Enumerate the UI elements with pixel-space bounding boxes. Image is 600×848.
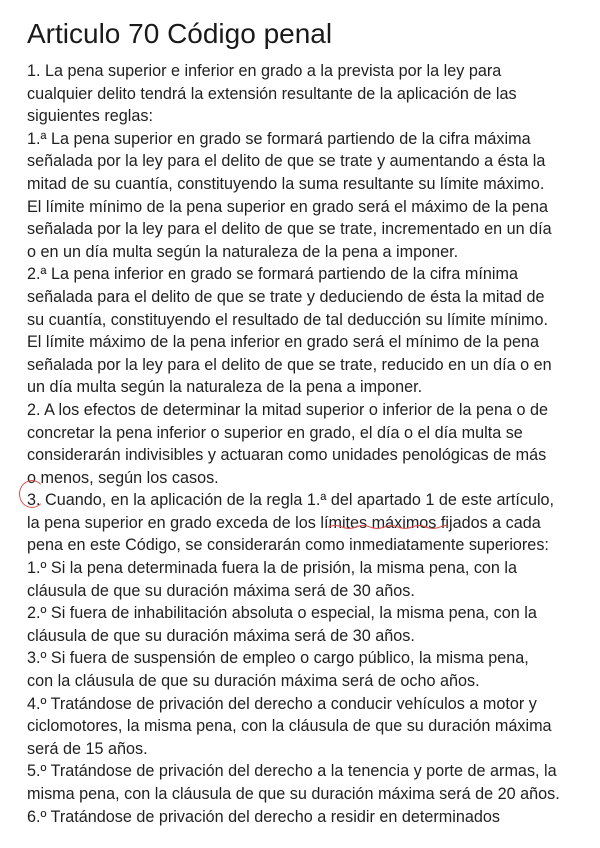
document-line: con la cláusula de que su duración máxima será de ocho años. [27, 672, 480, 691]
document-line: señalada por la ley para el delito de que se trate y aumentando a ésta la [27, 152, 546, 171]
document-line: siguientes reglas: [27, 107, 153, 126]
document-line: 1.º Si la pena determinada fuera la de prisión, la misma pena, con la [27, 559, 518, 578]
document-line: 5.º Tratándose de privación del derecho a la tenencia y porte de armas, la [27, 762, 557, 781]
document-title: Articulo 70 Código penal [27, 18, 333, 49]
document-line: la pena superior en grado exceda de los límites máximos fijados a cada [27, 513, 541, 532]
document-line: o en un día multa según la naturaleza de la pena a imponer. [27, 242, 459, 261]
document-line: concretar la pena inferior o superior en grado, el día o el día multa se [27, 423, 523, 442]
document-line: un día multa según la naturaleza de la pena a imponer. [27, 378, 423, 397]
document-line: será de 15 años. [27, 739, 148, 758]
document-line: 6.º Tratándose de privación del derecho a residir en determinados [27, 807, 500, 826]
document-line: o menos, según los casos. [27, 468, 219, 487]
document-line: cláusula de que su duración máxima será de 30 años. [27, 581, 415, 600]
document-line: El límite máximo de la pena inferior en grado será el mínimo de la pena [27, 333, 539, 352]
document-line: 1. La pena superior e inferior en grado a la prevista por la ley para [27, 62, 502, 80]
document-line: ciclomotores, la misma pena, con la cláusula de que su duración máxima [27, 717, 552, 736]
document-line: 3.º Si fuera de suspensión de empleo o cargo público, la misma pena, [27, 649, 529, 668]
document-line: señalada por la ley para el delito de que se trate, reducido en un día o en [27, 355, 552, 374]
document-line: 2.ª La pena inferior en grado se formará partiendo de la cifra mínima [27, 265, 518, 284]
document-line: señalada por la ley para el delito de que se trate, incrementado en un día [27, 220, 552, 239]
document-line: misma pena, con la cláusula de que su duración máxima será de 20 años. [27, 785, 560, 803]
document-line: 1.ª La pena superior en grado se formará partiendo de la cifra máxima [27, 129, 531, 148]
document-line: su cuantía, constituyendo el resultado de tal deducción su límite mínimo. [27, 310, 548, 329]
document-line: 4.º Tratándose de privación del derecho a conducir vehículos a motor y [27, 694, 537, 713]
document-line: El límite mínimo de la pena superior en grado será el máximo de la pena [27, 197, 548, 216]
document-line: 2.º Si fuera de inhabilitación absoluta o especial, la misma pena, con la [27, 604, 537, 623]
document-body [27, 60, 584, 828]
document-line: 2. A los efectos de determinar la mitad superior o inferior de la pena o de [27, 400, 549, 419]
document-line: señalada para el delito de que se trate y deduciendo de ésta la mitad de [27, 287, 545, 306]
document-line: 3. Cuando, en la aplicación de la regla 1.ª del apartado 1 de este artículo, [27, 491, 555, 510]
document-line: considerarán indivisibles y actuaran como unidades penológicas de más [27, 446, 547, 465]
document-line: cualquier delito tendrá la extensión resultante de la aplicación de las [27, 84, 517, 103]
document-line: pena en este Código, se considerarán como inmediatamente superiores: [27, 536, 549, 555]
document-line: cláusula de que su duración máxima será de 30 años. [27, 626, 415, 645]
document-line: mitad de su cuantía, constituyendo la suma resultante su límite máximo. [27, 174, 545, 193]
